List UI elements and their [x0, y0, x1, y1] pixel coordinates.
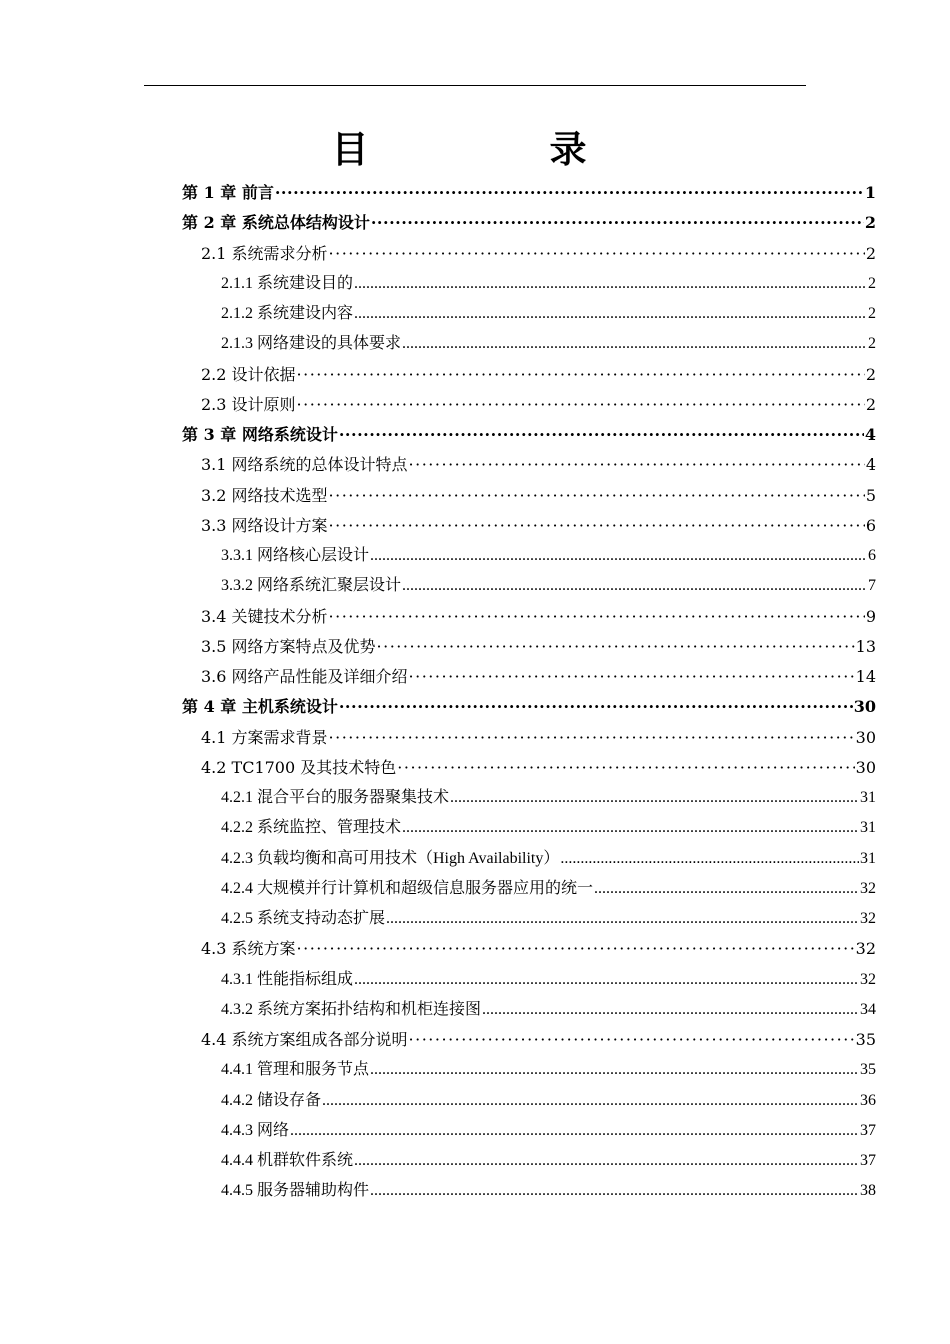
toc-entry-level-3[interactable]	[221, 301, 876, 325]
toc-entry-page-number: 30	[855, 757, 876, 777]
dot-leader	[354, 303, 867, 325]
toc-entry-label: 4.2.1 混合平台的服务器聚集技术	[221, 789, 450, 806]
toc-entry-level-3[interactable]	[221, 785, 876, 809]
dot-leader	[402, 575, 867, 597]
toc-entry-level-1[interactable]	[182, 180, 876, 204]
toc-entry-level-2[interactable]	[201, 725, 876, 749]
dot-leader	[329, 485, 865, 507]
toc-entry-page-number: 31	[860, 849, 876, 867]
toc-entry-level-2[interactable]	[201, 936, 876, 960]
toc-entry-label: 2.3 设计原则	[201, 394, 296, 414]
toc-entry-label: 4.3.1 性能指标组成	[221, 970, 354, 988]
toc-entry-page-number: 32	[855, 939, 876, 959]
dot-leader	[409, 1029, 855, 1051]
toc-entry-level-2[interactable]	[201, 392, 876, 416]
dot-leader	[354, 273, 867, 295]
dot-leader	[370, 1180, 859, 1202]
toc-entry-page-number: 4	[865, 455, 876, 475]
toc-entry-level-3[interactable]	[221, 846, 876, 870]
toc-entry-level-3[interactable]	[221, 543, 876, 567]
dot-leader	[329, 515, 865, 537]
toc-entry-label: 4.2.3 负载均衡和高可用技术（High Availability）	[221, 849, 560, 867]
toc-entry-level-2[interactable]	[201, 755, 876, 779]
dot-leader	[370, 545, 867, 567]
dot-leader	[560, 848, 859, 870]
dot-leader	[402, 333, 867, 355]
toc-entry-label: 2.1.2 系统建设内容	[221, 305, 354, 322]
toc-entry-label: 第 4 章 主机系统设计	[182, 697, 338, 717]
toc-entry-page-number: 35	[860, 1061, 876, 1079]
toc-entry-level-3[interactable]	[221, 967, 876, 991]
toc-entry-level-3[interactable]	[221, 876, 876, 900]
dot-leader	[594, 878, 859, 900]
toc-entry-level-2[interactable]	[201, 362, 876, 386]
toc-entry-page-number: 31	[860, 819, 876, 837]
toc-entry-page-number: 32	[860, 879, 876, 897]
toc-entry-level-1[interactable]	[182, 422, 876, 446]
toc-entry-level-2[interactable]	[201, 452, 876, 476]
dot-leader	[297, 938, 855, 960]
toc-entry-page-number: 2	[865, 243, 876, 263]
toc-entry-label: 3.6 网络产品性能及详细介绍	[201, 667, 408, 686]
toc-entry-level-3[interactable]	[221, 1118, 876, 1142]
toc-entry-level-3[interactable]	[221, 815, 876, 839]
toc-entry-page-number: 2	[868, 274, 876, 292]
dot-leader	[329, 606, 865, 628]
toc-entry-label: 3.5 网络方案特点及优势	[201, 636, 376, 656]
toc-entry-page-number: 30	[855, 727, 876, 747]
toc-entry-page-number: 7	[868, 577, 876, 595]
toc-entry-label: 第 2 章 系统总体结构设计	[182, 213, 370, 233]
toc-title: 目 录	[331, 128, 659, 171]
toc-entry-level-3[interactable]	[221, 271, 876, 295]
toc-entry-page-number: 5	[865, 485, 876, 505]
toc-entry-level-3[interactable]	[221, 331, 876, 355]
toc-entry-level-2[interactable]	[201, 634, 876, 658]
toc-entry-label: 3.4 关键技术分析	[201, 606, 328, 626]
dot-leader	[339, 696, 853, 718]
toc-entry-level-2[interactable]	[201, 664, 876, 688]
toc-entry-page-number: 32	[860, 970, 876, 988]
toc-entry-page-number: 1	[864, 183, 876, 202]
dot-leader	[329, 243, 865, 265]
toc-entry-level-2[interactable]	[201, 483, 876, 507]
toc-entry-page-number: 37	[860, 1152, 876, 1169]
toc-entry-label: 3.3.1 网络核心层设计	[221, 547, 370, 564]
toc-entry-page-number: 34	[860, 1000, 876, 1018]
toc-entry-level-2[interactable]	[201, 604, 876, 628]
toc-entry-level-3[interactable]	[221, 1057, 876, 1081]
toc-entry-level-2[interactable]	[201, 241, 876, 265]
dot-leader	[354, 1150, 859, 1172]
dot-leader	[482, 999, 859, 1021]
toc-entry-level-2[interactable]	[201, 513, 876, 537]
toc-entry-level-3[interactable]	[221, 1088, 876, 1112]
dot-leader	[354, 969, 859, 991]
toc-entry-label: 3.3.2 网络系统汇聚层设计	[221, 577, 402, 595]
toc-entry-page-number: 6	[868, 547, 876, 564]
toc-entry-label: 4.3 系统方案	[201, 939, 296, 959]
toc-entry-page-number: 14	[855, 667, 876, 686]
dot-leader	[322, 1090, 859, 1112]
dot-leader	[409, 454, 865, 476]
dot-leader	[297, 364, 865, 386]
toc-entry-label: 第 1 章 前言	[182, 183, 274, 202]
toc-entry-page-number: 2	[864, 213, 876, 233]
toc-entry-label: 第 3 章 网络系统设计	[182, 425, 338, 444]
toc-entry-label: 2.1.3 网络建设的具体要求	[221, 335, 402, 353]
toc-entry-level-3[interactable]	[221, 906, 876, 930]
toc-entry-level-2[interactable]	[201, 1027, 876, 1051]
toc-entry-page-number: 36	[860, 1091, 876, 1109]
toc-entry-page-number: 31	[860, 789, 876, 806]
toc-entry-label: 4.2 TC1700 及其技术特色	[201, 757, 397, 777]
toc-entry-page-number: 30	[853, 697, 876, 717]
toc-entry-label: 4.4.5 服务器辅助构件	[221, 1182, 370, 1200]
dot-leader	[377, 636, 855, 658]
toc-entry-page-number: 35	[855, 1030, 876, 1049]
toc-entry-page-number: 2	[868, 335, 876, 353]
toc-entry-page-number: 6	[865, 515, 876, 535]
toc-entry-label: 4.4.1 管理和服务节点	[221, 1061, 370, 1079]
toc-entry-page-number: 4	[864, 425, 876, 444]
toc-entry-label: 4.2.4 大规模并行计算机和超级信息服务器应用的统一	[221, 879, 594, 897]
dot-leader	[450, 787, 859, 809]
dot-leader	[290, 1120, 859, 1142]
toc-entry-level-1[interactable]	[182, 210, 876, 234]
dot-leader	[339, 424, 864, 446]
toc-entry-label: 4.2.5 系统支持动态扩展	[221, 910, 386, 927]
dot-leader	[371, 212, 864, 234]
toc-entry-page-number: 2	[868, 305, 876, 322]
toc-entry-level-3[interactable]	[221, 1178, 876, 1202]
header-rule	[144, 85, 806, 86]
toc-entry-label: 4.2.2 系统监控、管理技术	[221, 819, 402, 837]
dot-leader	[297, 394, 865, 416]
toc-entry-page-number: 37	[860, 1121, 876, 1139]
toc-entry-label: 2.1 系统需求分析	[201, 243, 328, 263]
toc-entry-level-1[interactable]	[182, 694, 876, 718]
toc-entry-label: 4.4 系统方案组成各部分说明	[201, 1030, 408, 1049]
toc-entry-page-number: 38	[860, 1182, 876, 1200]
toc-entry-label: 4.4.3 网络	[221, 1121, 290, 1139]
toc-entry-label: 4.1 方案需求背景	[201, 727, 328, 747]
dot-leader	[402, 817, 859, 839]
toc-entry-level-3[interactable]	[221, 573, 876, 597]
toc-entry-page-number: 2	[865, 394, 876, 414]
toc-entry-label: 2.2 设计依据	[201, 364, 296, 384]
dot-leader	[386, 908, 859, 930]
toc-entry-page-number: 32	[860, 910, 876, 927]
dot-leader	[275, 182, 864, 204]
dot-leader	[329, 727, 855, 749]
toc-entry-level-3[interactable]	[221, 997, 876, 1021]
toc-entry-page-number: 9	[865, 606, 876, 626]
toc-entry-label: 4.4.4 机群软件系统	[221, 1152, 354, 1169]
toc-entry-level-3[interactable]	[221, 1148, 876, 1172]
dot-leader	[397, 757, 854, 779]
toc-entry-label: 3.3 网络设计方案	[201, 515, 328, 535]
toc-entry-label: 3.1 网络系统的总体设计特点	[201, 455, 408, 475]
toc-entry-page-number: 13	[855, 636, 876, 656]
toc-entry-label: 3.2 网络技术选型	[201, 485, 328, 505]
toc-entry-page-number: 2	[865, 364, 876, 384]
toc-entry-label: 2.1.1 系统建设目的	[221, 274, 354, 292]
toc-entry-label: 4.4.2 储设存备	[221, 1091, 322, 1109]
toc-entry-label: 4.3.2 系统方案拓扑结构和机柜连接图	[221, 1000, 482, 1018]
dot-leader	[370, 1059, 859, 1081]
dot-leader	[409, 666, 855, 688]
